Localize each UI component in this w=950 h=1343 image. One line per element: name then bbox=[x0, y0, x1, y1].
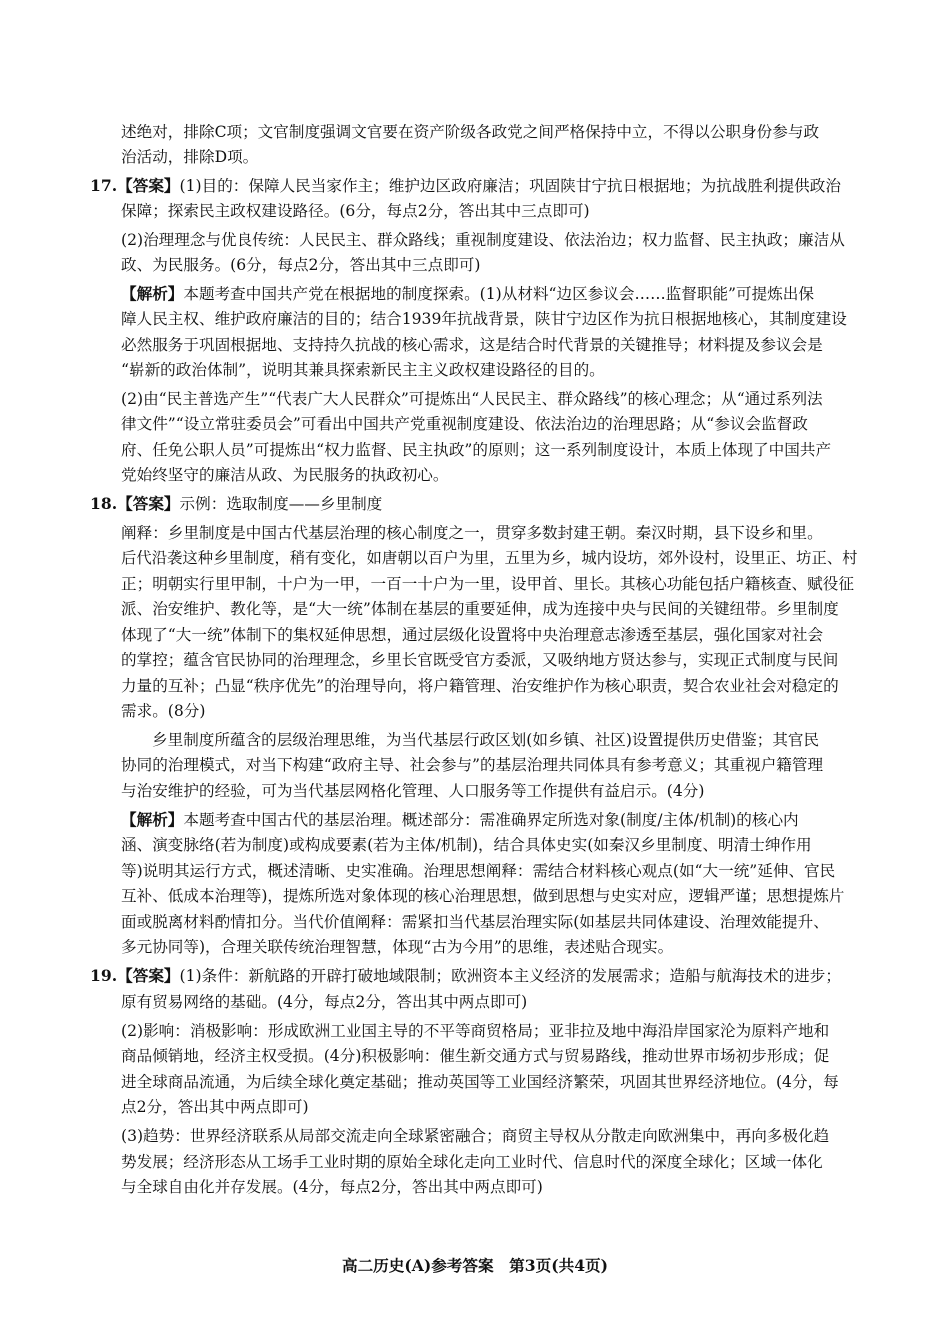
bold-label: 【答案】 bbox=[117, 494, 180, 513]
page-footer: 高二历史(A)参考答案 第3页(共4页) bbox=[341, 1256, 609, 1275]
text-run: 进全球商品流通，为后续全球化奠定基础；推动英国等工业国经济繁荣，巩固其世界经济地位。(4分，每 bbox=[121, 1073, 839, 1091]
text-line bbox=[121, 1072, 839, 1092]
text-run: (2)治理理念与优良传统：人民民主、群众路线；重视制度建设、依法治边；权力监督、民主执政；廉洁从 bbox=[121, 231, 845, 249]
text-run: 本题考查中国古代的基层治理。概述部分：需准确界定所选对象(制度/主体/机制)的核心内 bbox=[183, 811, 799, 829]
text-line bbox=[121, 937, 673, 957]
text-line bbox=[121, 360, 605, 380]
text-line bbox=[121, 1152, 823, 1172]
text-line bbox=[121, 1126, 829, 1146]
text-run: 后代沿袭这种乡里制度，稍有变化，如唐朝以百户为里，五里为乡，城内设坊，郊外设村，设里正、坊正、村 bbox=[121, 549, 858, 567]
text-line bbox=[121, 650, 838, 670]
text-run: 体现了“大一统”体制下的集权延伸思想，通过层级化设置将中央治理意志渗透至基层，强化国家对社会 bbox=[121, 626, 824, 644]
text-line bbox=[121, 389, 823, 409]
text-run: 党始终坚守的廉洁从政、为民服务的执政初心。 bbox=[121, 466, 449, 484]
text-line bbox=[121, 835, 812, 855]
bold-label: 18. bbox=[90, 494, 118, 513]
text-run: 保障；探索民主政权建设路径。(6分，每点2分，答出其中三点即可) bbox=[121, 202, 590, 220]
bold-label: 19. bbox=[90, 966, 118, 985]
text-run: 商品倾销地，经济主权受损。(4分)积极影响：催生新交通方式与贸易路线，推动世界市场初步形成；促 bbox=[121, 1047, 830, 1065]
text-line bbox=[121, 810, 799, 830]
text-run: 述绝对，排除C项；文官制度强调文官要在资产阶级各政党之间严格保持中立，不得以公职身份参与政 bbox=[121, 123, 820, 141]
text-run: 律文件”“设立常驻委员会”可看出中国共产党重视制度建设、依法治边的治理思路；从“参议会监督政 bbox=[121, 415, 808, 433]
text-line bbox=[121, 1046, 829, 1066]
text-line bbox=[121, 122, 819, 142]
text-line bbox=[121, 755, 823, 775]
text-run: 派、治安维护、教化等，是“大一统”体制在基层的重要延伸，成为连接中央与民间的关键纽带。乡里制度 bbox=[121, 600, 839, 618]
text-line bbox=[121, 701, 205, 721]
text-run: 阐释：乡里制度是中国古代基层治理的核心制度之一，贯穿多数封建王朝。秦汉时期，县下设乡和里。 bbox=[121, 524, 823, 542]
text-line bbox=[121, 440, 831, 460]
text-run: 乡里制度所蕴含的层级治理思维，为当代基层行政区划(如乡镇、社区)设置提供历史借鉴；其官民 bbox=[152, 731, 820, 749]
text-run: 点2分，答出其中两点即可) bbox=[121, 1098, 309, 1116]
text-line bbox=[121, 414, 808, 434]
text-run: 政、为民服务。(6分，每点2分，答出其中三点即可) bbox=[121, 256, 481, 274]
text-line bbox=[121, 335, 823, 355]
text-run: (2)影响：消极影响：形成欧洲工业国主导的不平等商贸格局；亚非拉及地中海沿岸国家沦为原料产地和 bbox=[121, 1022, 830, 1040]
bold-label: 17. bbox=[90, 176, 118, 195]
text-line bbox=[121, 147, 258, 167]
text-run: 示例：选取制度——乡里制度 bbox=[179, 495, 383, 513]
text-line bbox=[121, 548, 858, 568]
text-run: 障人民主权、维护政府廉洁的目的；结合1939年抗战背景，陕甘宁边区作为抗日根据地核心，其制度建设 bbox=[121, 310, 847, 328]
text-run: 的掌控；蕴含官民协同的治理理念，乡里长官既受官方委派，又吸纳地方贤达参与，实现正式制度与民间 bbox=[121, 651, 839, 669]
text-run: 势发展；经济形态从工场手工业时期的原始全球化走向工业时代、信息时代的深度全球化；区域一体化 bbox=[121, 1153, 823, 1171]
bold-label: 【解析】 bbox=[121, 810, 184, 829]
text-run: 治活动，排除D项。 bbox=[121, 148, 259, 166]
text-line bbox=[121, 574, 854, 594]
text-line bbox=[121, 992, 527, 1012]
text-run: (2)由“民主普选产生”“代表广大人民群众”可提炼出“人民民主、群众路线”的核心理念；从“通过系列法 bbox=[121, 390, 823, 408]
text-line bbox=[121, 912, 829, 932]
text-run: “崭新的政治体制”，说明其兼具探索新民主主义政权建设路径的目的。 bbox=[121, 361, 605, 379]
bold-label: 【答案】 bbox=[117, 966, 180, 985]
text-run: 与全球自由化并存发展。(4分，每点2分，答出其中两点即可) bbox=[121, 1178, 543, 1196]
text-line bbox=[121, 861, 835, 881]
text-run: (3)趋势：世界经济联系从局部交流走向全球紧密融合；商贸主导权从分散走向欧洲集中，再向多极化趋 bbox=[121, 1127, 830, 1145]
text-line bbox=[121, 676, 839, 696]
text-run: 面或脱离材料酌情扣分。当代价值阐释：需紧扣当代基层治理实际(如基层共同体建设、治理效能提升、 bbox=[121, 913, 829, 931]
text-line bbox=[121, 309, 847, 329]
text-run: 涵、演变脉络(若为制度)或构成要素(若为主体/机制)，结合具体史实(如秦汉乡里制度、明清士绅作用 bbox=[121, 836, 812, 854]
text-line bbox=[90, 494, 382, 514]
text-run: 必然服务于巩固根据地、支持持久抗战的核心需求，这是结合时代背景的关键推导；材料提及参议会是 bbox=[121, 336, 823, 354]
text-run: 正；明朝实行里甲制，十户为一甲，一百一十户为一里，设甲首、里长。其核心功能包括户籍核查、赋役征 bbox=[121, 575, 854, 593]
text-line bbox=[121, 599, 839, 619]
text-run: 与治安维护的经验，可为当代基层网格化管理、人口服务等工作提供有益启示。(4分) bbox=[121, 782, 705, 800]
text-line bbox=[121, 1097, 309, 1117]
text-run: 原有贸易网络的基础。(4分，每点2分，答出其中两点即可) bbox=[121, 993, 528, 1011]
text-line bbox=[121, 284, 814, 304]
text-line bbox=[121, 201, 590, 221]
text-line bbox=[121, 1021, 829, 1041]
text-run: 多元协同等)，合理关联传统治理智慧，体现“古为今用”的思维，表述贴合现实。 bbox=[121, 938, 674, 956]
text-line bbox=[90, 966, 841, 986]
text-line bbox=[121, 523, 823, 543]
text-run: (1)目的：保障人民当家作主；维护边区政府廉洁；巩固陕甘宁抗日根据地；为抗战胜利提供政治 bbox=[179, 177, 841, 195]
text-run: 本题考查中国共产党在根据地的制度探索。(1)从材料“边区参议会……监督职能”可提炼出保 bbox=[183, 285, 814, 303]
text-run: 等)说明其运行方式，概述清晰、史实准确。治理思想阐释：需结合材料核心观点(如“大一统”延伸、官民 bbox=[121, 862, 836, 880]
text-line bbox=[121, 886, 844, 906]
text-line bbox=[152, 730, 819, 750]
text-run: (1)条件：新航路的开辟打破地域限制；欧洲资本主义经济的发展需求；造船与航海技术的进步； bbox=[179, 967, 841, 985]
bold-label: 【解析】 bbox=[121, 284, 184, 303]
text-run: 协同的治理模式，对当下构建“政府主导、社会参与”的基层治理共同体具有参考意义；其重视户籍管理 bbox=[121, 756, 824, 774]
text-line bbox=[121, 465, 448, 485]
text-run: 力量的互补；凸显“秩序优先”的治理导向，将户籍管理、治安维护作为核心职责，契合农业社会对稳定的 bbox=[121, 677, 839, 695]
text-line bbox=[121, 625, 823, 645]
text-line bbox=[90, 176, 841, 196]
bold-label: 【答案】 bbox=[117, 176, 180, 195]
text-line bbox=[121, 230, 845, 250]
text-line bbox=[121, 781, 704, 801]
text-run: 需求。(8分) bbox=[121, 702, 206, 720]
text-run: 府、任免公职人员”可提炼出“权力监督、民主执政”的原则；这一系列制度设计，本质上体现了中国共产 bbox=[121, 441, 832, 459]
text-line bbox=[121, 1177, 543, 1197]
text-run: 互补、低成本治理等)，提炼所选对象体现的核心治理思想，做到思想与史实对应，逻辑严谨；思想提炼片 bbox=[121, 887, 845, 905]
text-line bbox=[121, 255, 480, 275]
